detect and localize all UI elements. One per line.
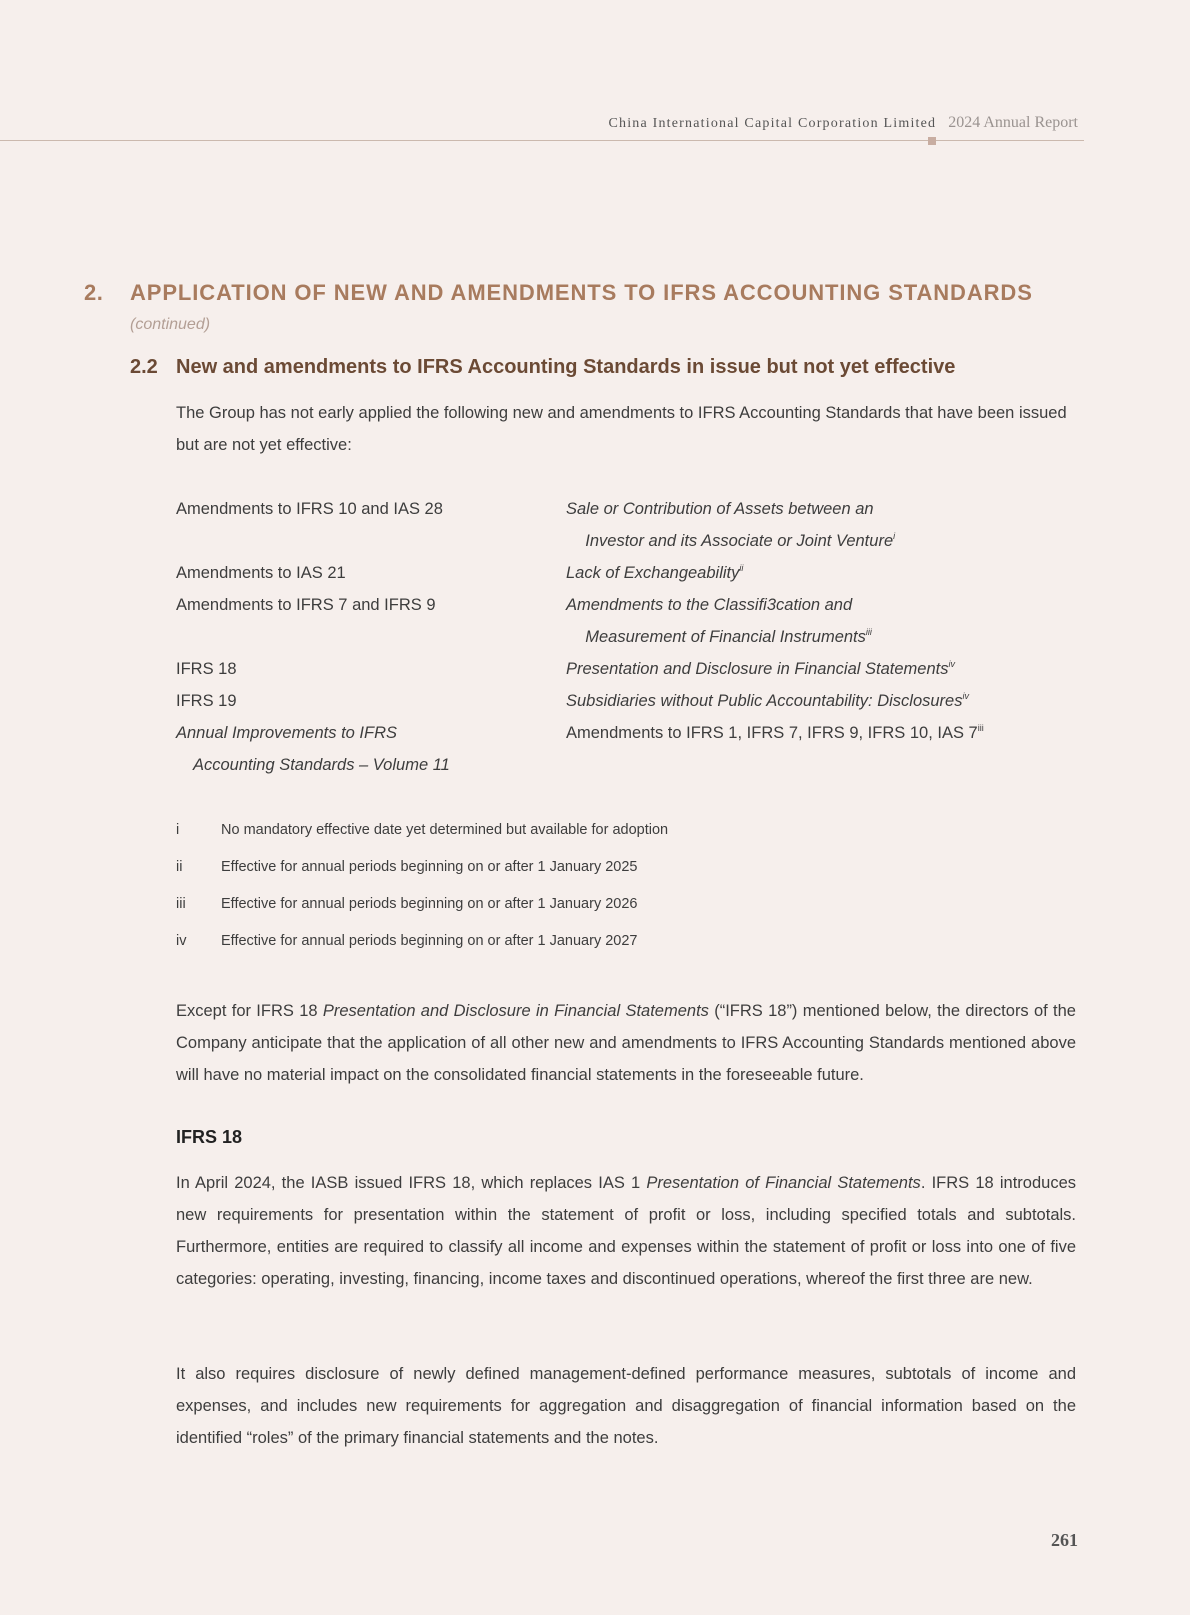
ifrs18-paragraph-italic: Presentation of Financial Statements xyxy=(646,1174,921,1192)
standard-name: Amendments to IFRS 10 and IAS 28 xyxy=(176,500,443,518)
header-marker xyxy=(928,137,936,145)
footnote-text: Effective for annual periods beginning on or after 1 January 2027 xyxy=(221,933,638,949)
ifrs18-paragraph-pre: In April 2024, the IASB issued IFRS 18, which replaces IAS 1 xyxy=(176,1174,647,1192)
standard-description xyxy=(568,525,1076,557)
section-continued: (continued) xyxy=(130,316,211,333)
footnote-marker: iii xyxy=(977,723,984,733)
impact-paragraph-post: (“IFRS 18”) mentioned below, the directors of the Company anticipate that the application of all other new and amendments to IFRS Accounting Standards mentioned above will have no material impact on the consolidated financial statements in the foreseeable future. xyxy=(176,1002,1076,1084)
standard-description xyxy=(566,589,1076,621)
impact-paragraph xyxy=(176,995,1076,1091)
standard-description xyxy=(566,493,1076,525)
page-number: 261 xyxy=(1051,1530,1078,1550)
standards-row xyxy=(176,525,1076,557)
footnote-key: ii xyxy=(176,859,183,875)
standard-name: Accounting Standards – Volume 11 xyxy=(193,756,450,774)
standard-description xyxy=(568,749,1076,781)
standard-description-text: Lack of Exchangeability xyxy=(566,564,740,582)
footnote-marker: i xyxy=(893,531,896,541)
standards-row xyxy=(176,653,1076,685)
standard-name xyxy=(176,525,568,557)
section-number: 2. xyxy=(84,280,104,305)
footnote-key: iii xyxy=(176,896,186,912)
standards-row xyxy=(176,557,1076,589)
standards-row xyxy=(176,621,1076,653)
footnote-key: iv xyxy=(176,933,187,949)
header-rule xyxy=(0,140,1084,141)
standard-description-text: Sale or Contribution of Assets between an xyxy=(566,500,874,518)
intro-paragraph: The Group has not early applied the following new and amendments to IFRS Accounting Standards that have been issued but are not yet effective: xyxy=(176,404,1067,454)
footnote-text: Effective for annual periods beginning on or after 1 January 2026 xyxy=(221,896,638,912)
footnote-text: Effective for annual periods beginning on or after 1 January 2025 xyxy=(221,859,638,875)
standard-name: Amendments to IAS 21 xyxy=(176,564,346,582)
footnote-item xyxy=(176,923,668,960)
footnotes-list xyxy=(176,812,668,960)
footnote-text: No mandatory effective date yet determined but available for adoption xyxy=(221,822,669,838)
standards-row xyxy=(176,493,1076,525)
standard-description-text: Presentation and Disclosure in Financial Statements xyxy=(566,660,949,678)
standards-row xyxy=(176,749,1076,781)
footnote-marker: iv xyxy=(948,659,955,669)
impact-paragraph-pre: Except for IFRS 18 xyxy=(176,1002,323,1020)
ifrs18-heading: IFRS 18 xyxy=(176,1127,243,1147)
footnote-marker: ii xyxy=(739,563,744,573)
impact-paragraph-italic: Presentation and Disclosure in Financial Statements xyxy=(322,1002,709,1020)
header-company: China International Capital Corporation Limited xyxy=(608,116,937,131)
standard-description xyxy=(568,621,1076,653)
footnote-key: i xyxy=(176,822,180,838)
standard-name xyxy=(176,621,568,653)
ifrs18-paragraph-post: . IFRS 18 introduces new requirements for presentation within the statement of profit or loss, including specified totals and subtotals. Furthermore, entities are required to classify all income and expenses within the statement of profit or loss into one of five categories: operating, investing, financing, income taxes and discontinued operations, whereof the first three are new. xyxy=(176,1174,1076,1288)
standard-description-text: Amendments to IFRS 1, IFRS 7, IFRS 9, IFRS 10, IAS 7 xyxy=(566,724,978,742)
ifrs18-paragraph xyxy=(176,1167,1076,1295)
footnote-item xyxy=(176,849,668,886)
standard-description xyxy=(566,685,1076,717)
footnote-marker: iii xyxy=(865,627,872,637)
disclosure-paragraph: It also requires disclosure of newly defined management-defined performance measures, subtotals of income and expenses, and includes new requirements for aggregation and disaggregation of financial information based on the identified “roles” of the primary financial statements and the notes. xyxy=(176,1365,1076,1447)
standard-description-text: Investor and its Associate or Joint Venture xyxy=(585,532,894,550)
standards-row xyxy=(176,717,1076,749)
subsection-title: New and amendments to IFRS Accounting Standards in issue but not yet effective xyxy=(176,356,956,378)
standards-row xyxy=(176,685,1076,717)
standards-row xyxy=(176,589,1076,621)
standard-description-text: Measurement of Financial Instruments xyxy=(585,628,866,646)
subsection-number: 2.2 xyxy=(130,356,158,378)
standard-name: IFRS 19 xyxy=(176,692,237,710)
standard-description xyxy=(566,717,1076,749)
standard-description-text: Amendments to the Classifi3cation and xyxy=(566,596,853,614)
standard-description xyxy=(566,653,1076,685)
section-title: APPLICATION OF NEW AND AMENDMENTS TO IFRS ACCOUNTING STANDARDS xyxy=(130,280,1033,305)
standard-name: IFRS 18 xyxy=(176,660,237,678)
footnote-item xyxy=(176,812,668,849)
footnote-item xyxy=(176,886,668,923)
running-header xyxy=(608,114,1078,132)
standards-table xyxy=(176,493,1076,781)
standard-description xyxy=(566,557,1076,589)
footnote-marker: iv xyxy=(962,691,969,701)
standard-name: Amendments to IFRS 7 and IFRS 9 xyxy=(176,596,436,614)
header-report-title: 2024 Annual Report xyxy=(948,114,1078,131)
standard-description-text: Subsidiaries without Public Accountability: Disclosures xyxy=(566,692,963,710)
standard-name: Annual Improvements to IFRS xyxy=(176,724,398,742)
